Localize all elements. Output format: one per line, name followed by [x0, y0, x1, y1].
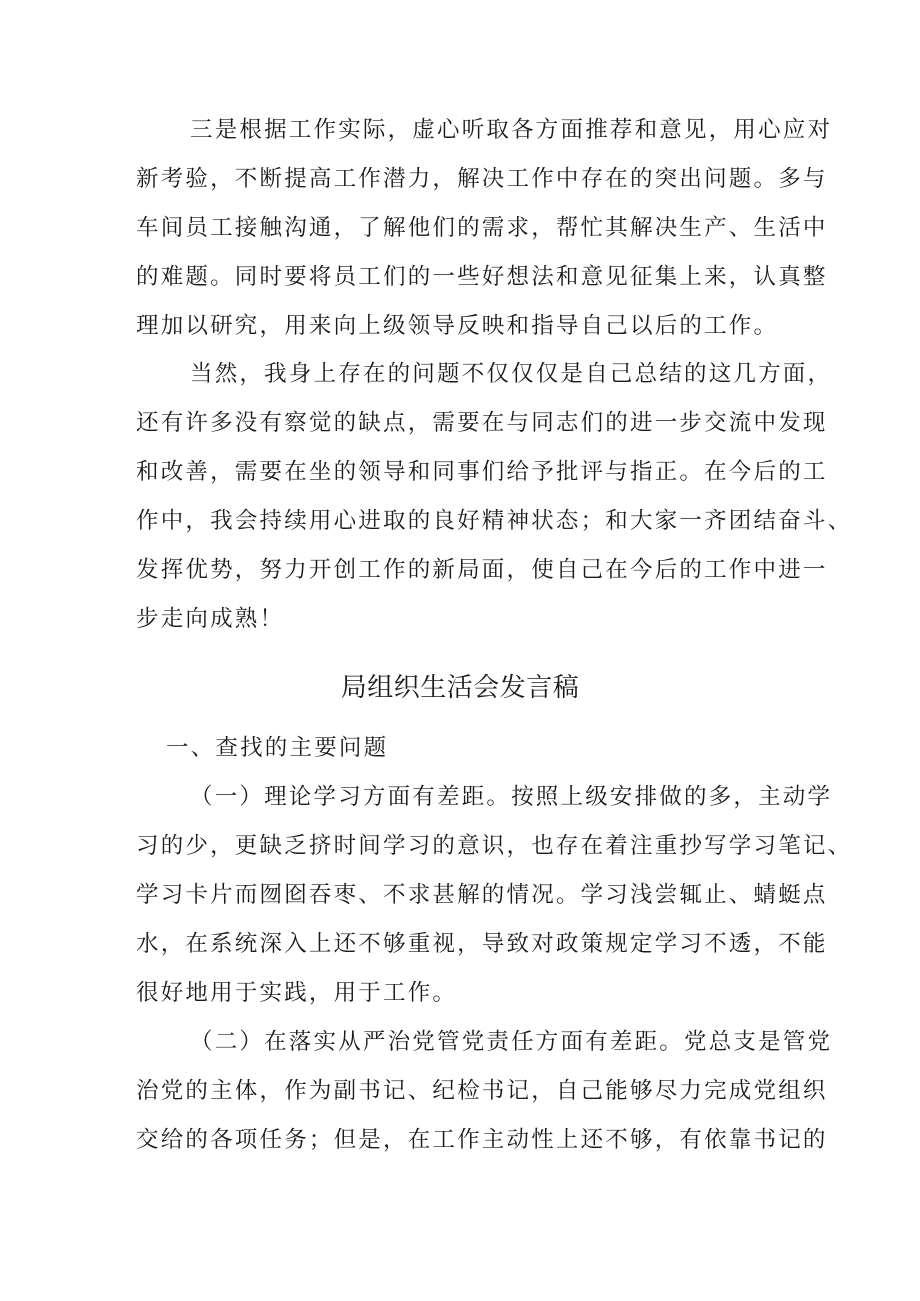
paragraph-line: 和改善，需要在坐的领导和同事们给予批评与指正。在今后的工	[136, 459, 828, 485]
section-heading: 一、查找的主要问题	[166, 735, 389, 761]
paragraph-line: （一）理论学习方面有差距。按照上级安排做的多，主动学	[190, 784, 833, 810]
paragraph-line: 作中，我会持续用心进取的良好精神状态；和大家一齐团结奋斗、	[136, 508, 853, 534]
paragraph-line: 交给的各项任务；但是，在工作主动性上还不够，有依靠书记的	[136, 1127, 828, 1153]
paragraph-line: 当然，我身上存在的问题不仅仅仅是自己总结的这几方面，	[190, 361, 833, 387]
paragraph-line: 的难题。同时要将员工们的一些好想法和意见征集上来，认真整	[136, 264, 828, 290]
paragraph-line: 习的少，更缺乏挤时间学习的意识，也存在着注重抄写学习笔记、	[136, 833, 853, 859]
paragraph-line: 三是根据工作实际，虚心听取各方面推荐和意见，用心应对	[190, 117, 833, 143]
document-title: 局组织生活会发言稿	[340, 673, 580, 703]
paragraph-2	[136, 350, 853, 644]
paragraph-line: 车间员工接触沟通，了解他们的需求，帮忙其解决生产、生活中	[136, 215, 828, 241]
paragraph-line: 发挥优势，努力开创工作的新局面，使自己在今后的工作中进一	[136, 557, 828, 583]
paragraph-1	[136, 106, 833, 351]
paragraph-3	[136, 773, 853, 1018]
paragraph-line: 治党的主体，作为副书记、纪检书记，自己能够尽力完成党组织	[136, 1078, 828, 1104]
paragraph-line: 学习卡片而囫囵吞枣、不求甚解的情况。学习浅尝辄止、蜻蜓点	[136, 882, 828, 908]
paragraph-line: 理加以研究，用来向上级领导反映和指导自己以后的工作。	[136, 313, 779, 339]
paragraph-line: （二）在落实从严治党管党责任方面有差距。党总支是管党	[190, 1029, 833, 1055]
paragraph-4	[136, 1018, 833, 1165]
paragraph-line: 新考验，不断提高工作潜力，解决工作中存在的突出问题。多与	[136, 166, 828, 192]
paragraph-line: 还有许多没有察觉的缺点，需要在与同志们的进一步交流中发现	[136, 410, 828, 436]
paragraph-line: 步走向成熟！	[136, 606, 285, 632]
paragraph-line: 水，在系统深入上还不够重视，导致对政策规定学习不透，不能	[136, 931, 828, 957]
paragraph-line: 很好地用于实践，用于工作。	[136, 980, 458, 1006]
section-heading-block	[136, 724, 796, 773]
